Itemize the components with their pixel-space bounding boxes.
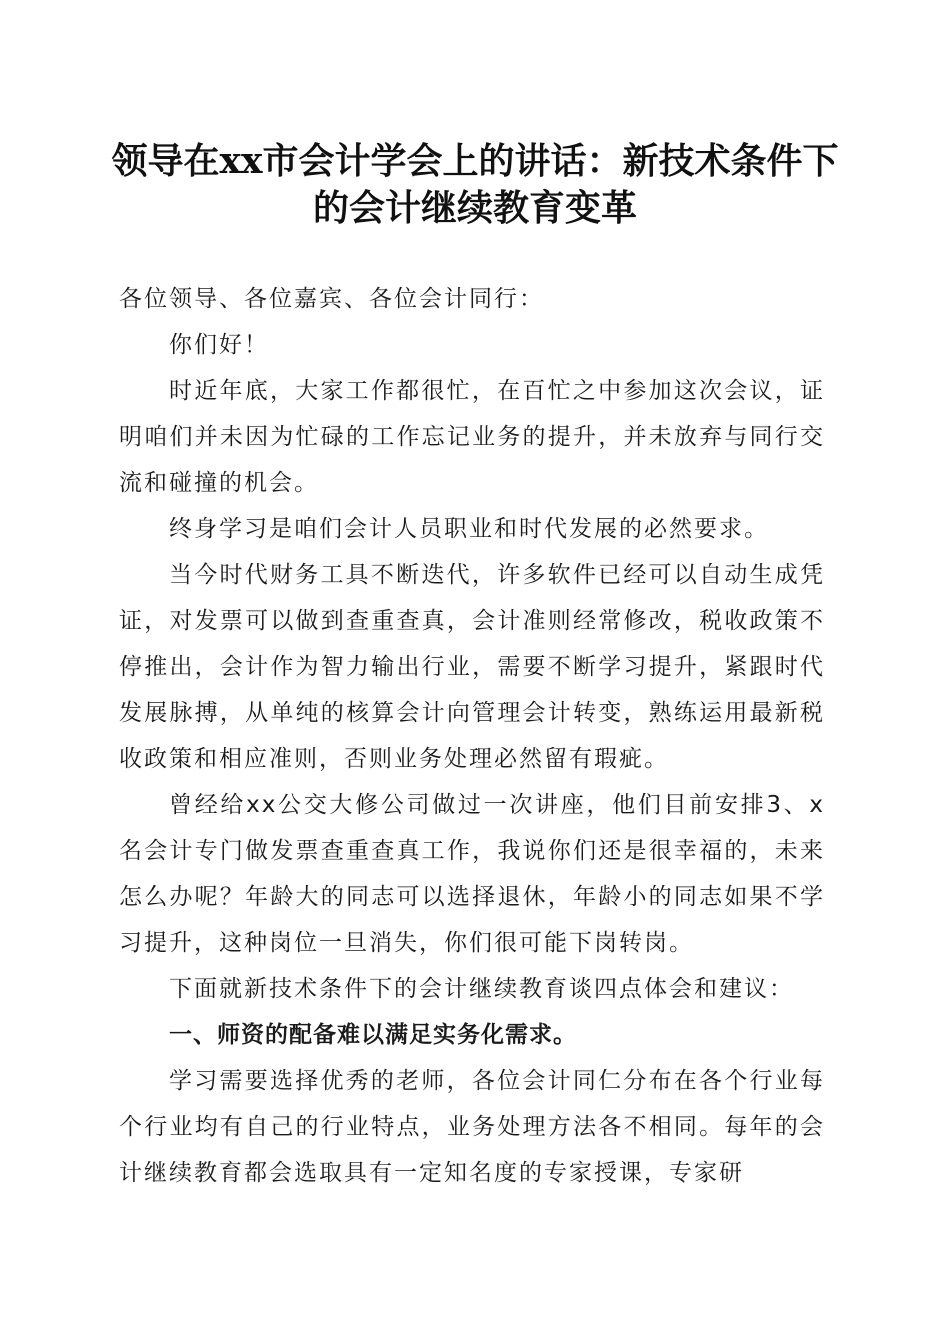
paragraph: 曾经给xx公交大修公司做过一次讲座，他们目前安排3、x名会计专门做发票查重查真工作，我说你们还是很幸福的，未来怎么办呢？年龄大的同志可以选择退休，年龄小的同志如果不学习提升，这种岗位一旦消失，你们很可能下岗转岗。 [119,792,825,956]
document-body [119,276,825,1196]
paragraph: 时近年底，大家工作都很忙，在百忙之中参加这次会议，证明咱们并未因为忙碌的工作忘记业务的提升，并未放弃与同行交流和碰撞的机会。 [119,378,825,496]
paragraph: 下面就新技术条件下的会计继续教育谈四点体会和建议： [169,976,794,1002]
paragraph: 学习需要选择优秀的老师，各位会计同仁分布在各个行业每个行业均有自己的行业特点，业务处理方法各不相同。每年的会计继续教育都会选取具有一定知名度的专家授课，专家研 [119,1068,825,1186]
salutation: 各位领导、各位嘉宾、各位会计同行： [119,286,544,312]
paragraph: 终身学习是咱们会计人员职业和时代发展的必然要求。 [169,516,769,542]
document-title: 领导在xx市会计学会上的讲话：新技术条件下的会计继续教育变革 [111,140,839,229]
section-heading: 一、师资的配备难以满足实务化需求。 [169,1022,577,1048]
greeting: 你们好！ [169,332,269,358]
paragraph: 当今时代财务工具不断迭代，许多软件已经可以自动生成凭证，对发票可以做到查重查真，会计准则经常修改，税收政策不停推出，会计作为智力输出行业，需要不断学习提升，紧跟时代发展脉搏，从单纯的核算会计向管理会计转变，熟练运用最新税收政策和相应准则，否则业务处理必然留有瑕疵。 [119,562,825,772]
